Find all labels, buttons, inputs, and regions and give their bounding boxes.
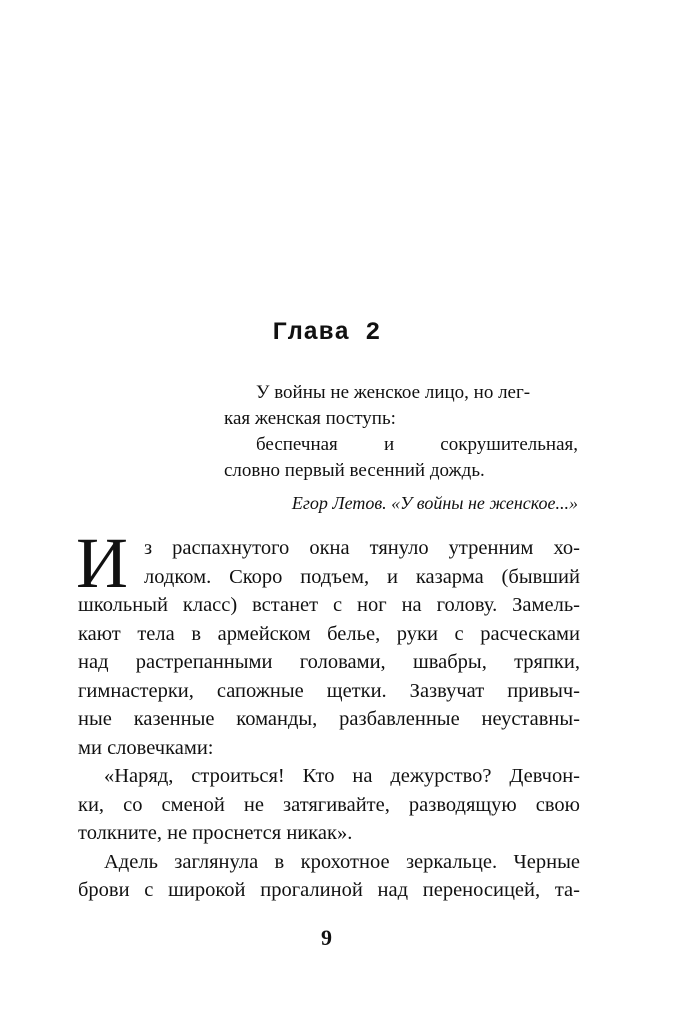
body-line: з распахнутого окна тянуло утренним хо- (144, 537, 580, 559)
body-line: ки, со сменой не затягивайте, разводящую свою (78, 793, 580, 816)
body-line: школьный класс) встанет с ног на голову. Замель- (78, 594, 580, 616)
body-line: ми словечками: (78, 736, 214, 759)
body-line: Адель заглянула в крохотное зеркальце. Черные (104, 850, 580, 873)
body-line: гимнастерки, сапожные щетки. Зазвучат привыч- (78, 679, 580, 702)
body-line: кают тела в армейском белье, руки с расческами (78, 622, 580, 645)
body-line: «Наряд, строиться! Кто на дежурство? Девчон- (104, 765, 580, 787)
body-line: ные казенные команды, разбавленные неуставны- (78, 708, 580, 730)
epigraph-line: словно первый весенний дождь. (224, 460, 485, 481)
epigraph (224, 380, 578, 484)
body-line: лодком. Скоро подъем, и казарма (бывший (144, 565, 580, 588)
epigraph-line: кая женская поступь: (224, 408, 396, 429)
body-line: над растрепанными головами, швабры, тряпки, (78, 651, 580, 673)
body-text (78, 534, 580, 905)
epigraph-attribution: Егор Летов. «У войны не женское...» (291, 493, 578, 513)
epigraph-line: беспечная и сокрушительная, (256, 434, 578, 455)
chapter-title: Глава 2 (272, 318, 381, 347)
body-line: брови с широкой прогалиной над переносицей, та- (78, 879, 580, 901)
epigraph-line: У войны не женское лицо, но лег- (256, 382, 531, 403)
body-line: толкните, не проснется никак». (78, 822, 353, 844)
drop-cap: И (76, 523, 128, 603)
page-number: 9 (321, 925, 332, 950)
